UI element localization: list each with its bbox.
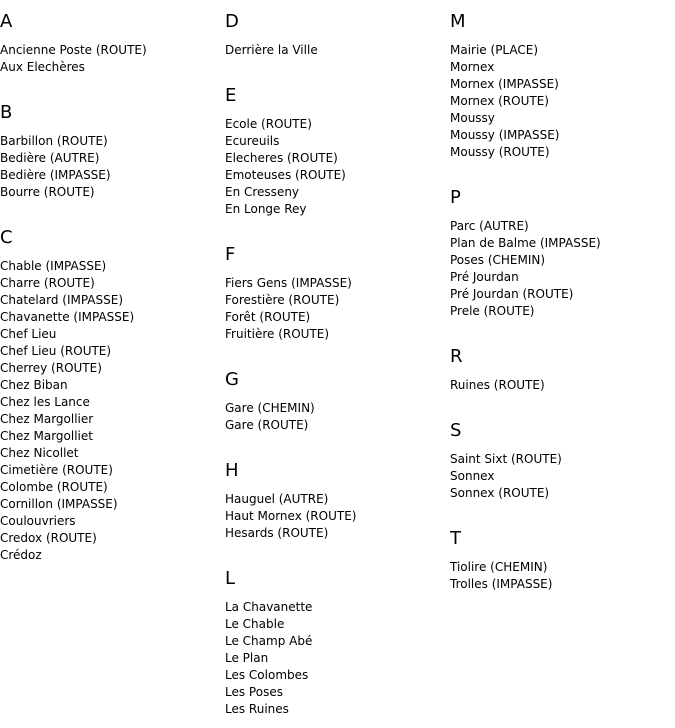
street-item[interactable]: Tiolire (CHEMIN) bbox=[450, 560, 548, 574]
street-item[interactable]: Moussy (IMPASSE) bbox=[450, 128, 560, 142]
letter-heading: E bbox=[225, 85, 237, 106]
street-item[interactable]: Charre (ROUTE) bbox=[0, 276, 95, 290]
street-item[interactable]: Barbillon (ROUTE) bbox=[0, 134, 108, 148]
street-item[interactable]: Bedière (AUTRE) bbox=[0, 151, 100, 165]
street-list bbox=[450, 451, 675, 502]
street-item[interactable]: Forêt (ROUTE) bbox=[225, 310, 311, 324]
street-item[interactable]: Ecureuils bbox=[225, 134, 280, 148]
street-item[interactable]: Bourre (ROUTE) bbox=[0, 185, 95, 199]
street-item[interactable]: Sonnex bbox=[450, 469, 495, 483]
letter-group bbox=[225, 86, 450, 218]
street-item[interactable]: Moussy (ROUTE) bbox=[450, 145, 550, 159]
street-item[interactable]: Chef Lieu (ROUTE) bbox=[0, 344, 112, 358]
directory-column-2 bbox=[225, 0, 450, 718]
street-item[interactable]: Haut Mornex (ROUTE) bbox=[225, 509, 357, 523]
letter-heading: F bbox=[225, 244, 236, 265]
letter-group bbox=[450, 347, 675, 394]
street-item[interactable]: Parc (AUTRE) bbox=[450, 219, 529, 233]
directory-column-3 bbox=[450, 0, 675, 593]
street-item[interactable]: Chez Biban bbox=[0, 378, 68, 392]
street-item[interactable]: En Longe Rey bbox=[225, 202, 307, 216]
letter-heading: L bbox=[225, 568, 236, 589]
street-item[interactable]: Mornex (ROUTE) bbox=[450, 94, 549, 108]
letter-heading: R bbox=[450, 346, 463, 367]
street-item[interactable]: Chez Margollier bbox=[0, 412, 94, 426]
street-item[interactable]: Chez Margolliet bbox=[0, 429, 93, 443]
letter-group bbox=[0, 12, 225, 76]
street-item[interactable]: Hesards (ROUTE) bbox=[225, 526, 329, 540]
letter-heading: A bbox=[0, 11, 13, 32]
street-item[interactable]: Les Colombes bbox=[225, 668, 309, 682]
street-item[interactable]: Moussy bbox=[450, 111, 495, 125]
street-item[interactable]: La Chavanette bbox=[225, 600, 313, 614]
street-item[interactable]: Ruines (ROUTE) bbox=[450, 378, 545, 392]
street-item[interactable]: Fiers Gens (IMPASSE) bbox=[225, 276, 352, 290]
street-item[interactable]: Fruitière (ROUTE) bbox=[225, 327, 330, 341]
letter-group bbox=[450, 12, 675, 161]
street-item[interactable]: Cimetière (ROUTE) bbox=[0, 463, 113, 477]
street-item[interactable]: Derrière la Ville bbox=[225, 43, 318, 57]
street-item[interactable]: Les Ruines bbox=[225, 702, 289, 716]
street-item[interactable]: Elecheres (ROUTE) bbox=[225, 151, 338, 165]
street-item[interactable]: Credox (ROUTE) bbox=[0, 531, 97, 545]
street-list bbox=[0, 258, 225, 564]
letter-heading: S bbox=[450, 420, 462, 441]
street-item[interactable]: Pré Jourdan bbox=[450, 270, 519, 284]
letter-group bbox=[225, 569, 450, 718]
street-item[interactable]: Mornex (IMPASSE) bbox=[450, 77, 559, 91]
letter-heading: C bbox=[0, 227, 13, 248]
letter-heading: G bbox=[225, 369, 239, 390]
street-item[interactable]: Le Chable bbox=[225, 617, 285, 631]
street-item[interactable]: Chez Nicollet bbox=[0, 446, 79, 460]
street-item[interactable]: Pré Jourdan (ROUTE) bbox=[450, 287, 574, 301]
letter-heading: B bbox=[0, 102, 13, 123]
letter-heading: T bbox=[450, 528, 461, 549]
street-list bbox=[225, 116, 450, 218]
street-item[interactable]: Les Poses bbox=[225, 685, 283, 699]
street-list bbox=[225, 599, 450, 718]
street-item[interactable]: Prele (ROUTE) bbox=[450, 304, 535, 318]
street-item[interactable]: Colombe (ROUTE) bbox=[0, 480, 108, 494]
letter-heading: H bbox=[225, 460, 239, 481]
letter-heading: M bbox=[450, 11, 466, 32]
street-item[interactable]: Cherrey (ROUTE) bbox=[0, 361, 102, 375]
street-item[interactable]: Emoteuses (ROUTE) bbox=[225, 168, 346, 182]
street-item[interactable]: Cornillon (IMPASSE) bbox=[0, 497, 118, 511]
letter-heading: D bbox=[225, 11, 239, 32]
letter-group bbox=[225, 245, 450, 343]
street-item[interactable]: Le Champ Abé bbox=[225, 634, 313, 648]
street-list bbox=[225, 491, 450, 542]
street-list bbox=[450, 218, 675, 320]
letter-group bbox=[225, 12, 450, 59]
letter-group bbox=[0, 103, 225, 201]
street-item[interactable]: Mornex bbox=[450, 60, 495, 74]
street-list bbox=[225, 275, 450, 343]
street-list bbox=[450, 559, 675, 593]
letter-heading: P bbox=[450, 187, 461, 208]
street-item[interactable]: Trolles (IMPASSE) bbox=[450, 577, 553, 591]
street-item[interactable]: Chez les Lance bbox=[0, 395, 90, 409]
street-item[interactable]: Crédoz bbox=[0, 548, 42, 562]
street-item[interactable]: Poses (CHEMIN) bbox=[450, 253, 546, 267]
street-list bbox=[450, 377, 675, 394]
street-item[interactable]: Bedière (IMPASSE) bbox=[0, 168, 111, 182]
street-item[interactable]: Chavanette (IMPASSE) bbox=[0, 310, 135, 324]
street-item[interactable]: Hauguel (AUTRE) bbox=[225, 492, 329, 506]
street-item[interactable]: Plan de Balme (IMPASSE) bbox=[450, 236, 601, 250]
letter-group bbox=[450, 421, 675, 502]
street-item[interactable]: Ancienne Poste (ROUTE) bbox=[0, 43, 147, 57]
street-item[interactable]: Saint Sixt (ROUTE) bbox=[450, 452, 562, 466]
street-item[interactable]: Aux Elechères bbox=[0, 60, 85, 74]
street-item[interactable]: Coulouvriers bbox=[0, 514, 76, 528]
street-list bbox=[0, 133, 225, 201]
street-item[interactable]: Chable (IMPASSE) bbox=[0, 259, 107, 273]
letter-group bbox=[225, 370, 450, 434]
letter-group bbox=[0, 228, 225, 564]
street-item[interactable]: Forestière (ROUTE) bbox=[225, 293, 340, 307]
street-item[interactable]: En Cresseny bbox=[225, 185, 300, 199]
street-item[interactable]: Chatelard (IMPASSE) bbox=[0, 293, 124, 307]
street-item[interactable]: Sonnex (ROUTE) bbox=[450, 486, 550, 500]
street-item[interactable]: Chef Lieu bbox=[0, 327, 57, 341]
street-item[interactable]: Gare (ROUTE) bbox=[225, 418, 309, 432]
directory-column-1 bbox=[0, 0, 225, 564]
street-item[interactable]: Le Plan bbox=[225, 651, 269, 665]
street-list bbox=[225, 400, 450, 434]
letter-group bbox=[225, 461, 450, 542]
letter-group bbox=[450, 529, 675, 593]
street-list bbox=[450, 42, 675, 161]
letter-group bbox=[450, 188, 675, 320]
street-item[interactable]: Gare (CHEMIN) bbox=[225, 401, 315, 415]
street-list bbox=[225, 42, 450, 59]
street-item[interactable]: Mairie (PLACE) bbox=[450, 43, 539, 57]
street-item[interactable]: Ecole (ROUTE) bbox=[225, 117, 312, 131]
street-list bbox=[0, 42, 225, 76]
